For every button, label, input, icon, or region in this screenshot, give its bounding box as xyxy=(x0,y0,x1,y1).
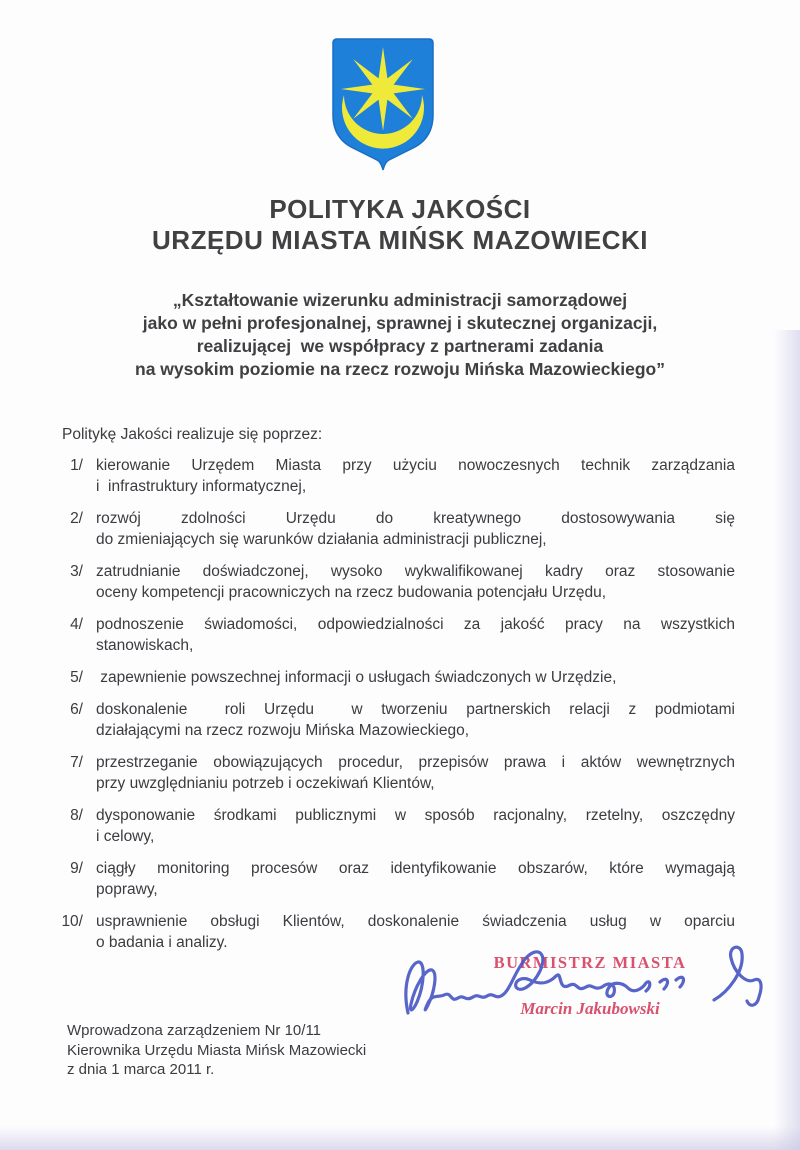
mayor-stamp-title: BURMISTRZ MIASTA xyxy=(493,953,687,972)
item-number: 6/ xyxy=(70,701,83,718)
mayor-stamp-name: Marcin Jakubowski xyxy=(520,999,660,1018)
list-intro: Politykę Jakości realizuje się poprzez: xyxy=(62,426,323,443)
item-text-line: dysponowanie środkami publicznymi w sposób racjonalny, rzetelny, oszczędny xyxy=(96,807,735,824)
policy-item-2 xyxy=(53,508,735,550)
title-line-1: POLITYKA JAKOŚCI xyxy=(269,194,531,224)
item-text-line: ciągły monitoring procesów oraz identyfikowanie obszarów, które wymagają xyxy=(96,860,735,877)
item-text-line: doskonalenie roli Urzędu w tworzeniu partnerskich relacji z podmiotami xyxy=(96,701,735,718)
item-text-line: i infrastruktury informatycznej, xyxy=(96,478,307,495)
item-number: 4/ xyxy=(70,616,83,633)
item-text-line: poprawy, xyxy=(96,881,158,898)
policy-item-5 xyxy=(53,667,735,688)
item-text-line: zapewnienie powszechnej informacji o usługach świadczonych w Urzędzie, xyxy=(96,669,617,686)
item-number: 10/ xyxy=(61,913,83,930)
coat-of-arms-icon xyxy=(329,37,437,173)
document-title xyxy=(0,194,800,256)
item-text-line: działającymi na rzecz rozwoju Mińska Mazowieckiego, xyxy=(96,722,469,739)
star-shape xyxy=(341,47,425,131)
item-text-line: oceny kompetencji pracowniczych na rzecz budowania potencjału Urzędu, xyxy=(96,584,607,601)
item-text-line: rozwój zdolności Urzędu do kreatywnego dostosowywania się xyxy=(96,510,735,527)
motto-line: jako w pełni profesjonalnej, sprawnej i skutecznej organizacji, xyxy=(142,313,658,333)
footer-line: Kierownika Urzędu Miasta Mińsk Mazowiecki xyxy=(67,1041,367,1059)
policy-item-1 xyxy=(53,455,735,497)
handwritten-signature xyxy=(398,938,773,1028)
item-text-line: do zmieniających się warunków działania administracji publicznej, xyxy=(96,531,547,548)
item-number: 5/ xyxy=(70,669,83,686)
motto-line: realizującej we współpracy z partnerami zadania xyxy=(196,336,604,356)
item-text-line: zatrudnianie doświadczonej, wysoko wykwalifikowanej kadry oraz stosowanie xyxy=(96,563,735,580)
item-number: 7/ xyxy=(70,754,83,771)
scan-edge-shadow-right xyxy=(774,330,800,1150)
item-text-line: podnoszenie świadomości, odpowiedzialności za jakość pracy na wszystkich xyxy=(96,616,735,633)
item-text-line: kierowanie Urzędem Miasta przy użyciu nowoczesnych technik zarządzania xyxy=(96,457,735,474)
item-text-line: stanowiskach, xyxy=(96,637,194,654)
policy-list-section xyxy=(53,424,735,964)
motto-line: „Kształtowanie wizerunku administracji samorządowej xyxy=(172,290,628,310)
item-text-line: usprawnienie obsługi Klientów, doskonalenie świadczenia usług w oparciu xyxy=(96,913,735,930)
motto-line: na wysokim poziomie na rzecz rozwoju Mińska Mazowieckiego” xyxy=(135,359,665,379)
policy-item-4 xyxy=(53,614,735,656)
footer-line: z dnia 1 marca 2011 r. xyxy=(67,1061,215,1078)
item-text-line: i celowy, xyxy=(96,828,155,845)
title-line-2: URZĘDU MIASTA MIŃSK MAZOWIECKI xyxy=(152,225,648,255)
item-text-line: przestrzeganie obowiązujących procedur, przepisów prawa i aktów wewnętrznych xyxy=(96,754,735,771)
item-number: 1/ xyxy=(70,457,83,474)
policy-item-3 xyxy=(53,561,735,603)
item-number: 2/ xyxy=(70,510,83,527)
scan-edge-shadow-bottom xyxy=(0,1126,800,1150)
footer-line: Wprowadzona zarządzeniem Nr 10/11 xyxy=(67,1022,322,1039)
item-number: 8/ xyxy=(70,807,83,824)
policy-item-9 xyxy=(53,858,735,900)
policy-item-7 xyxy=(53,752,735,794)
quality-policy-motto xyxy=(0,289,800,381)
policy-item-8 xyxy=(53,805,735,847)
policy-item-6 xyxy=(53,699,735,741)
item-number: 9/ xyxy=(70,860,83,877)
ordinance-footer xyxy=(67,1021,366,1080)
item-text-line: przy uwzględnianiu potrzeb i oczekiwań Klientów, xyxy=(96,775,435,792)
item-text-line: o badania i analizy. xyxy=(96,934,228,951)
item-number: 3/ xyxy=(70,563,83,580)
